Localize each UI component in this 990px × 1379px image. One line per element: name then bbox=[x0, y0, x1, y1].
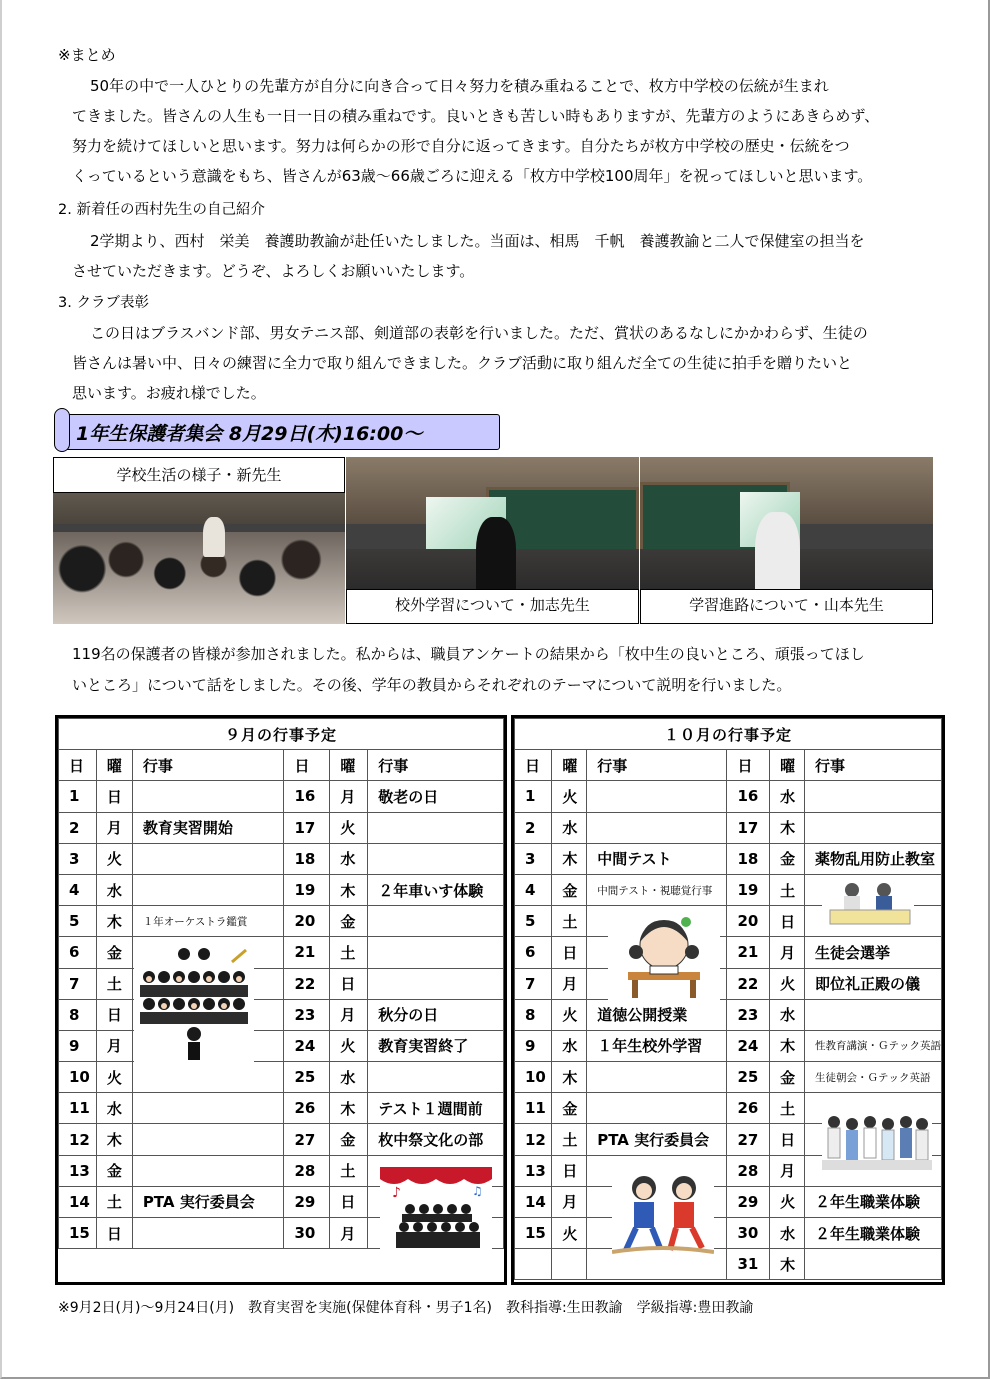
sep-header-day: 日 bbox=[59, 750, 97, 781]
table-row bbox=[59, 1030, 504, 1061]
sep-weekday-cell: 水 bbox=[330, 843, 368, 874]
oct-day-cell: 27 bbox=[727, 1124, 770, 1155]
oct-weekday-cell: 金 bbox=[770, 843, 805, 874]
table-row bbox=[59, 1062, 504, 1093]
oct-event-cell bbox=[804, 781, 941, 812]
sep-header-weekday: 曜 bbox=[96, 750, 132, 781]
oct-day-cell: 16 bbox=[727, 781, 770, 812]
oct-weekday-cell: 水 bbox=[552, 812, 587, 843]
oct-header-event-2: 行事 bbox=[804, 750, 941, 781]
oct-header-day-2: 日 bbox=[727, 750, 770, 781]
september-title: ９月の行事予定 bbox=[59, 719, 504, 750]
sep-weekday-cell: 水 bbox=[330, 1062, 368, 1093]
table-row bbox=[59, 843, 504, 874]
oct-event-cell: 生徒会選挙 bbox=[804, 937, 941, 968]
table-row bbox=[515, 968, 942, 999]
oct-weekday-cell: 土 bbox=[770, 874, 805, 905]
oct-event-cell: 中間テスト bbox=[587, 843, 727, 874]
sep-event-cell bbox=[132, 1062, 284, 1093]
sep-day-cell: 27 bbox=[284, 1124, 330, 1155]
oct-event-cell bbox=[804, 812, 941, 843]
sep-weekday-cell: 火 bbox=[330, 812, 368, 843]
table-row bbox=[515, 781, 942, 812]
oct-weekday-cell: 日 bbox=[770, 1124, 805, 1155]
sep-weekday-cell: 金 bbox=[330, 906, 368, 937]
sep-header-event: 行事 bbox=[132, 750, 284, 781]
oct-day-cell: 25 bbox=[727, 1062, 770, 1093]
oct-day-cell: 13 bbox=[515, 1155, 552, 1186]
oct-weekday-cell: 月 bbox=[770, 1155, 805, 1186]
caption-school-life: 学校生活の様子・新先生 bbox=[53, 457, 345, 493]
sep-weekday-cell: 木 bbox=[96, 1124, 132, 1155]
oct-day-cell: 24 bbox=[727, 1030, 770, 1061]
oct-day-cell: 3 bbox=[515, 843, 552, 874]
oct-day-cell bbox=[515, 1249, 552, 1280]
sep-day-cell: 25 bbox=[284, 1062, 330, 1093]
sep-weekday-cell: 日 bbox=[96, 999, 132, 1030]
sep-weekday-cell: 木 bbox=[330, 874, 368, 905]
table-row bbox=[59, 874, 504, 905]
oct-day-cell: 23 bbox=[727, 999, 770, 1030]
sep-day-cell: 24 bbox=[284, 1030, 330, 1061]
sep-header-weekday-2: 曜 bbox=[330, 750, 368, 781]
orchestra-illustration bbox=[134, 942, 254, 1062]
sep-event-cell bbox=[368, 1062, 504, 1093]
sep-day-cell: 14 bbox=[59, 1186, 97, 1217]
sep-day-cell: 29 bbox=[284, 1186, 330, 1217]
sep-day-cell: 4 bbox=[59, 874, 97, 905]
oct-day-cell: 4 bbox=[515, 874, 552, 905]
oct-weekday-cell: 木 bbox=[770, 812, 805, 843]
oct-weekday-cell: 金 bbox=[552, 874, 587, 905]
sep-weekday-cell: 水 bbox=[96, 1093, 132, 1124]
oct-weekday-cell: 水 bbox=[770, 999, 805, 1030]
sep-day-cell: 10 bbox=[59, 1062, 97, 1093]
oct-day-cell: 12 bbox=[515, 1124, 552, 1155]
sep-weekday-cell: 木 bbox=[330, 1093, 368, 1124]
sep-event-cell bbox=[132, 1218, 284, 1249]
footnote: ※9月2日(月)～9月24日(月) 教育実習を実施(保健体育科・男子1名) 教科指導:生田教諭 学級指導:豊田教諭 bbox=[58, 1300, 754, 1316]
oct-event-cell bbox=[587, 1093, 727, 1124]
oct-day-cell: 22 bbox=[727, 968, 770, 999]
sep-weekday-cell: 水 bbox=[96, 874, 132, 905]
table-row bbox=[515, 999, 942, 1030]
sep-event-cell bbox=[132, 874, 284, 905]
oct-event-cell: 性教育講演・Ｇテック英語 bbox=[804, 1030, 941, 1061]
table-row bbox=[59, 937, 504, 968]
sep-day-cell: 28 bbox=[284, 1155, 330, 1186]
sep-day-cell: 23 bbox=[284, 999, 330, 1030]
sep-day-cell: 15 bbox=[59, 1218, 97, 1249]
sep-event-cell bbox=[132, 1093, 284, 1124]
oct-event-cell bbox=[804, 1249, 941, 1280]
table-row bbox=[59, 999, 504, 1030]
oct-weekday-cell: 日 bbox=[552, 937, 587, 968]
table-row bbox=[59, 1093, 504, 1124]
oct-weekday-cell: 月 bbox=[552, 1186, 587, 1217]
oct-weekday-cell: 土 bbox=[770, 1093, 805, 1124]
sep-weekday-cell: 月 bbox=[330, 1218, 368, 1249]
summary-line-2: てきました。皆さんの人生も一日一日の積み重ねです。良いときも苦しい時もありますが、先輩方のようにあきらめず、 bbox=[72, 107, 880, 125]
table-row bbox=[59, 1124, 504, 1155]
sep-event-cell: 敬老の日 bbox=[368, 781, 504, 812]
sep-weekday-cell: 日 bbox=[96, 1218, 132, 1249]
studying-girl-illustration bbox=[608, 910, 720, 1000]
teachers-desk-illustration bbox=[822, 880, 914, 930]
section2-line-1: 2学期より、西村 栄美 養護助教諭が赴任いたしました。当面は、相馬 千帆 養護教諭と二人で保健室の担当を bbox=[90, 232, 865, 250]
sep-weekday-cell: 日 bbox=[330, 1186, 368, 1217]
svg-text:♪: ♪ bbox=[392, 1185, 401, 1201]
oct-weekday-cell: 火 bbox=[552, 781, 587, 812]
section3-line-3: 思います。お疲れ様でした。 bbox=[72, 384, 266, 402]
sep-weekday-cell: 月 bbox=[330, 999, 368, 1030]
oct-event-cell: 道徳公開授業 bbox=[587, 999, 727, 1030]
section3-title: 3. クラブ表彰 bbox=[58, 295, 149, 311]
oct-weekday-cell: 水 bbox=[552, 1030, 587, 1061]
sep-event-cell bbox=[368, 937, 504, 968]
sep-event-cell bbox=[132, 1124, 284, 1155]
oct-weekday-cell: 木 bbox=[770, 1249, 805, 1280]
summary-line-4: くっているという意識をもち、皆さんが63歳～66歳ごろに迎える「枚方中学校100周年」を祝ってほしいと思います。 bbox=[72, 167, 873, 185]
sep-event-cell: ２年車いす体験 bbox=[368, 874, 504, 905]
oct-header-event: 行事 bbox=[587, 750, 727, 781]
oct-day-cell: 19 bbox=[727, 874, 770, 905]
table-row bbox=[515, 1186, 942, 1217]
sep-event-cell bbox=[132, 843, 284, 874]
sep-day-cell: 1 bbox=[59, 781, 97, 812]
sep-day-cell: 19 bbox=[284, 874, 330, 905]
oct-event-cell bbox=[587, 1062, 727, 1093]
oct-weekday-cell: 金 bbox=[770, 1062, 805, 1093]
sep-weekday-cell: 金 bbox=[96, 937, 132, 968]
table-row bbox=[59, 906, 504, 937]
oct-weekday-cell: 火 bbox=[552, 1218, 587, 1249]
choir-illustration bbox=[380, 1167, 492, 1257]
oct-weekday-cell: 月 bbox=[552, 968, 587, 999]
sep-day-cell: 18 bbox=[284, 843, 330, 874]
oct-header-weekday: 曜 bbox=[552, 750, 587, 781]
table-row bbox=[515, 843, 942, 874]
sep-weekday-cell: 土 bbox=[330, 1155, 368, 1186]
table-row bbox=[515, 1030, 942, 1061]
sep-weekday-cell: 日 bbox=[330, 968, 368, 999]
table-row bbox=[515, 812, 942, 843]
sep-day-cell: 7 bbox=[59, 968, 97, 999]
oct-day-cell: 8 bbox=[515, 999, 552, 1030]
sep-weekday-cell: 金 bbox=[96, 1155, 132, 1186]
oct-day-cell: 17 bbox=[727, 812, 770, 843]
sep-event-cell: テスト１週間前 bbox=[368, 1093, 504, 1124]
oct-weekday-cell: 土 bbox=[552, 1124, 587, 1155]
sep-weekday-cell: 月 bbox=[96, 1030, 132, 1061]
summary-line-3: 努力を続けてほしいと思います。努力は何らかの形で自分に返ってきます。自分たちが枚方中学校の歴史・伝統をつ bbox=[72, 137, 850, 155]
kids-running-illustration bbox=[612, 1170, 714, 1260]
oct-weekday-cell: 日 bbox=[770, 906, 805, 937]
oct-event-cell: 生徒朝会・Ｇテック英語 bbox=[804, 1062, 941, 1093]
oct-event-cell: PTA 実行委員会 bbox=[587, 1124, 727, 1155]
meeting-banner-title: 1年生保護者集会 8月29日(木)16:00～ bbox=[76, 423, 423, 445]
sep-event-cell: 教育実習開始 bbox=[132, 812, 284, 843]
professions-illustration bbox=[822, 1110, 932, 1182]
oct-event-cell: ２年生職業体験 bbox=[804, 1218, 941, 1249]
oct-day-cell: 30 bbox=[727, 1218, 770, 1249]
oct-weekday-cell: 火 bbox=[552, 999, 587, 1030]
oct-day-cell: 1 bbox=[515, 781, 552, 812]
section3-line-2: 皆さんは暑い中、日々の練習に全力で取り組んできました。クラブ活動に取り組んだ全ての生徒に拍手を贈りたいと bbox=[72, 354, 853, 372]
section2-line-2: させていただきます。どうぞ、よろしくお願いいたします。 bbox=[72, 262, 475, 280]
oct-event-cell: 薬物乱用防止教室 bbox=[804, 843, 941, 874]
oct-weekday-cell: 水 bbox=[770, 781, 805, 812]
sep-day-cell: 16 bbox=[284, 781, 330, 812]
sep-weekday-cell: 日 bbox=[96, 781, 132, 812]
table-row bbox=[59, 781, 504, 812]
oct-event-cell: １年生校外学習 bbox=[587, 1030, 727, 1061]
sep-weekday-cell: 火 bbox=[96, 843, 132, 874]
svg-text:♫: ♫ bbox=[472, 1184, 483, 1198]
table-row bbox=[515, 1249, 942, 1280]
sep-day-cell: 6 bbox=[59, 937, 97, 968]
sep-day-cell: 22 bbox=[284, 968, 330, 999]
oct-day-cell: 5 bbox=[515, 906, 552, 937]
section3-line-1: この日はブラスバンド部、男女テニス部、剣道部の表彰を行いました。ただ、賞状のあるなしにかかわらず、生徒の bbox=[90, 324, 868, 342]
sep-event-cell bbox=[368, 843, 504, 874]
sep-day-cell: 21 bbox=[284, 937, 330, 968]
oct-day-cell: 11 bbox=[515, 1093, 552, 1124]
sep-day-cell: 30 bbox=[284, 1218, 330, 1249]
table-row bbox=[59, 812, 504, 843]
sep-weekday-cell: 木 bbox=[96, 906, 132, 937]
oct-weekday-cell: 火 bbox=[770, 1186, 805, 1217]
oct-event-cell: 中間テスト・視聴覚行事 bbox=[587, 874, 727, 905]
oct-day-cell: 29 bbox=[727, 1186, 770, 1217]
sep-weekday-cell: 土 bbox=[96, 1186, 132, 1217]
sep-event-cell: 枚中祭文化の部 bbox=[368, 1124, 504, 1155]
meeting-banner bbox=[54, 408, 502, 452]
oct-day-cell: 18 bbox=[727, 843, 770, 874]
oct-day-cell: 10 bbox=[515, 1062, 552, 1093]
meeting-line-1: 119名の保護者の皆様が参加されました。私からは、職員アンケートの結果から「枚中生の良いところ、頑張ってほし bbox=[72, 645, 865, 663]
sep-event-cell: １年オーケストラ鑑賞 bbox=[132, 906, 284, 937]
sep-header-day-2: 日 bbox=[284, 750, 330, 781]
sep-event-cell bbox=[368, 906, 504, 937]
sep-day-cell: 5 bbox=[59, 906, 97, 937]
sep-day-cell: 13 bbox=[59, 1155, 97, 1186]
sep-event-cell bbox=[368, 812, 504, 843]
oct-day-cell: 7 bbox=[515, 968, 552, 999]
sep-day-cell: 3 bbox=[59, 843, 97, 874]
meeting-line-2: いところ」について話をしました。その後、学年の教員からそれぞれのテーマについて説明を行いました。 bbox=[72, 676, 792, 694]
sep-weekday-cell: 月 bbox=[330, 781, 368, 812]
sep-event-cell: 教育実習終了 bbox=[368, 1030, 504, 1061]
summary-heading: ※まとめ bbox=[58, 46, 116, 64]
october-table bbox=[514, 718, 942, 1280]
sep-day-cell: 2 bbox=[59, 812, 97, 843]
sep-event-cell bbox=[132, 781, 284, 812]
sep-weekday-cell: 火 bbox=[330, 1030, 368, 1061]
sep-event-cell bbox=[368, 968, 504, 999]
oct-event-cell bbox=[587, 812, 727, 843]
sep-event-cell: 秋分の日 bbox=[368, 999, 504, 1030]
oct-day-cell: 2 bbox=[515, 812, 552, 843]
october-title: １０月の行事予定 bbox=[515, 719, 942, 750]
oct-weekday-cell: 月 bbox=[770, 937, 805, 968]
table-row bbox=[515, 937, 942, 968]
oct-day-cell: 15 bbox=[515, 1218, 552, 1249]
sep-day-cell: 8 bbox=[59, 999, 97, 1030]
table-row bbox=[515, 1062, 942, 1093]
sep-weekday-cell: 月 bbox=[96, 812, 132, 843]
section2-title: 2. 新着任の西村先生の自己紹介 bbox=[58, 202, 265, 218]
oct-day-cell: 6 bbox=[515, 937, 552, 968]
sep-day-cell: 9 bbox=[59, 1030, 97, 1061]
oct-event-cell: 即位礼正殿の儀 bbox=[804, 968, 941, 999]
sep-event-cell: PTA 実行委員会 bbox=[132, 1186, 284, 1217]
oct-header-day: 日 bbox=[515, 750, 552, 781]
oct-weekday-cell: 火 bbox=[770, 968, 805, 999]
oct-event-cell bbox=[804, 999, 941, 1030]
oct-day-cell: 28 bbox=[727, 1155, 770, 1186]
caption-field-trip: 校外学習について・加志先生 bbox=[346, 589, 639, 624]
sep-weekday-cell: 火 bbox=[96, 1062, 132, 1093]
sep-day-cell: 20 bbox=[284, 906, 330, 937]
oct-weekday-cell bbox=[552, 1249, 587, 1280]
oct-weekday-cell: 木 bbox=[770, 1030, 805, 1061]
oct-day-cell: 20 bbox=[727, 906, 770, 937]
oct-weekday-cell: 日 bbox=[552, 1155, 587, 1186]
oct-weekday-cell: 土 bbox=[552, 906, 587, 937]
sep-day-cell: 17 bbox=[284, 812, 330, 843]
table-row bbox=[515, 1218, 942, 1249]
sep-day-cell: 26 bbox=[284, 1093, 330, 1124]
sep-weekday-cell: 土 bbox=[96, 968, 132, 999]
summary-line-1: 50年の中で一人ひとりの先輩方が自分に向き合って日々努力を積み重ねることで、枚方中学校の伝統が生まれ bbox=[90, 77, 829, 95]
oct-header-weekday-2: 曜 bbox=[770, 750, 805, 781]
oct-weekday-cell: 金 bbox=[552, 1093, 587, 1124]
sep-weekday-cell: 土 bbox=[330, 937, 368, 968]
oct-weekday-cell: 木 bbox=[552, 843, 587, 874]
oct-weekday-cell: 木 bbox=[552, 1062, 587, 1093]
caption-career: 学習進路について・山本先生 bbox=[640, 589, 933, 624]
oct-day-cell: 31 bbox=[727, 1249, 770, 1280]
oct-event-cell bbox=[587, 781, 727, 812]
sep-weekday-cell: 金 bbox=[330, 1124, 368, 1155]
oct-event-cell: ２年生職業体験 bbox=[804, 1186, 941, 1217]
oct-day-cell: 26 bbox=[727, 1093, 770, 1124]
sep-header-event-2: 行事 bbox=[368, 750, 504, 781]
oct-day-cell: 14 bbox=[515, 1186, 552, 1217]
sep-event-cell bbox=[132, 1155, 284, 1186]
oct-weekday-cell: 水 bbox=[770, 1218, 805, 1249]
oct-day-cell: 9 bbox=[515, 1030, 552, 1061]
oct-day-cell: 21 bbox=[727, 937, 770, 968]
sep-day-cell: 11 bbox=[59, 1093, 97, 1124]
sep-day-cell: 12 bbox=[59, 1124, 97, 1155]
table-row bbox=[59, 968, 504, 999]
